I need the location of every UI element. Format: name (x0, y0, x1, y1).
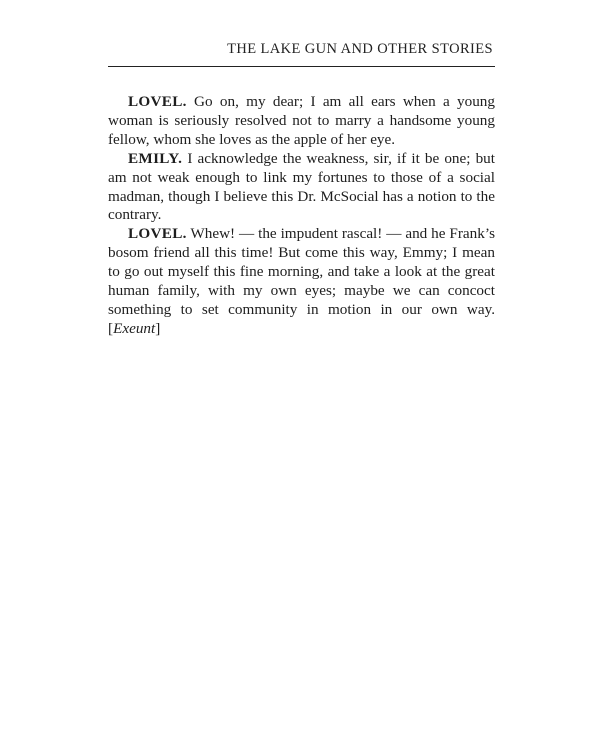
running-head: THE LAKE GUN AND OTHER STORIES (227, 41, 493, 57)
dialogue-text: Go on, my dear; I am all ears when a young woman is seriously resolved not to marry a handsome young fellow, whom she loves as the apple of her eye. (108, 93, 495, 148)
dialogue-paragraph-lovel-2 (108, 225, 495, 338)
dialogue-text: I acknowledge the weakness, sir, if it be one; but am not weak enough to link my fortunes to those of a social madman, though I believe this Dr. McSocial has a notion to the contrary. (108, 149, 495, 224)
dialogue-paragraph-emily (108, 150, 495, 226)
header-rule (108, 66, 495, 67)
stage-direction: Exeunt (113, 319, 156, 337)
dialogue-text: Whew! — the impudent rascal! — and he Frank’s bosom friend all this time! But come this way, Emmy; I mean to go out myself this fine morning, and take a look at the great human family, with my own eyes; maybe we can concoct something to set community in motion in our own way. [ (108, 225, 495, 337)
dialogue-body (108, 93, 495, 339)
speaker-name: LOVEL. (128, 93, 187, 110)
speaker-name: EMILY. (128, 149, 183, 167)
speaker-name: LOVEL. (128, 225, 187, 243)
dialogue-paragraph-lovel-1 (108, 93, 495, 150)
stage-direction-bracket: ] (155, 319, 161, 337)
